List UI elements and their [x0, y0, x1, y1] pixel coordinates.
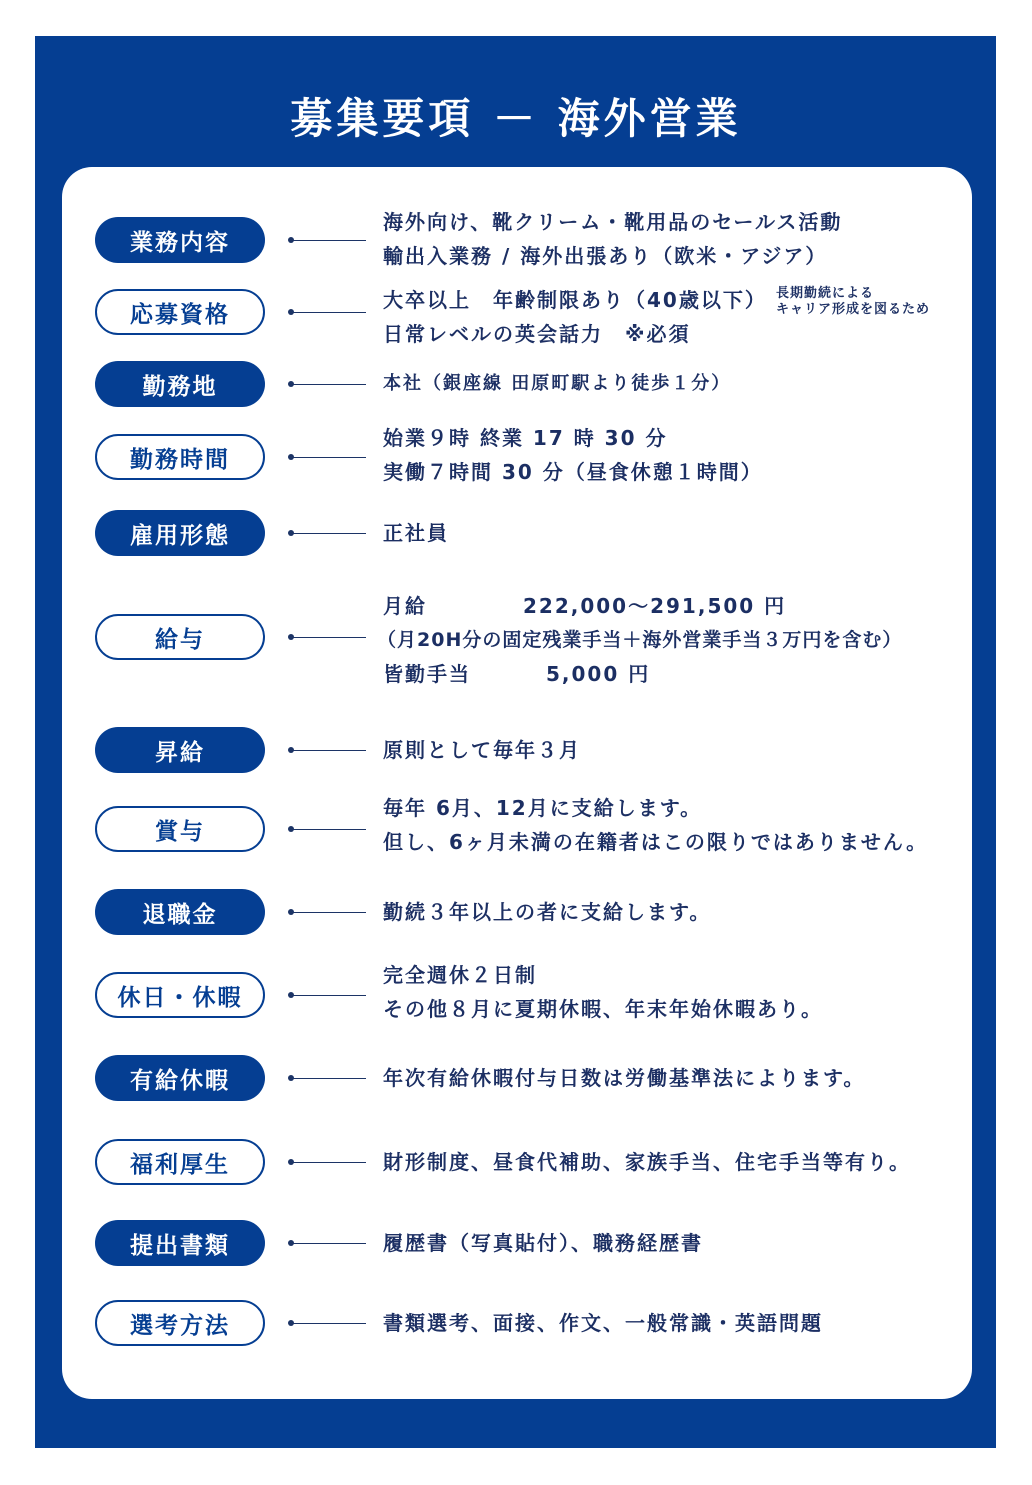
content-line: 始業９時 終業 17 時 30 分: [383, 426, 668, 450]
row-content: [383, 791, 928, 859]
page-title: 募集要項 － 海外営業: [290, 94, 742, 143]
content-line: 大卒以上 年齢制限あり（40歳以下）: [383, 288, 767, 312]
connector-line: [292, 750, 366, 751]
salary-amount: 222,000～291,500 円: [523, 594, 787, 618]
content-line: 日常レベルの英会話力 ※必須: [383, 322, 691, 346]
row-content: [383, 1226, 703, 1260]
connector-line: [292, 1243, 366, 1244]
content-line: 書類選考、面接、作文、一般常識・英語問題: [383, 1311, 823, 1335]
content-line: 実働７時間 30 分（昼食休憩１時間）: [383, 460, 763, 484]
content-line: 原則として毎年３月: [383, 738, 581, 762]
label-pill: 勤務地: [95, 361, 265, 407]
label-pill: 提出書類: [95, 1220, 265, 1266]
label-pill: 雇用形態: [95, 510, 265, 556]
salary-line: [383, 589, 1023, 623]
content-line: 但し、6ヶ月未満の在籍者はこの限りではありません。: [383, 830, 929, 854]
label-pill: 勤務時間: [95, 434, 265, 480]
label-pill: 応募資格: [95, 289, 265, 335]
label-pill: 業務内容: [95, 217, 265, 263]
connector-line: [292, 829, 366, 830]
connector-line: [292, 637, 366, 638]
content-line: 履歴書（写真貼付）、職務経歴書: [383, 1231, 703, 1255]
note-line: キャリア形成を図るため: [776, 302, 931, 317]
row-content: [377, 589, 1023, 691]
content-line: 輸出入業務 / 海外出張あり（欧米・アジア）: [383, 244, 828, 268]
connector-line: [292, 1078, 366, 1079]
row-content: [383, 895, 711, 929]
label-pill: 福利厚生: [95, 1139, 265, 1185]
connector-line: [292, 995, 366, 996]
row-content: [383, 421, 763, 489]
row-content: [383, 205, 842, 273]
row-content: [383, 1306, 823, 1340]
allowance-amount: 5,000 円: [546, 662, 651, 686]
content-line: 勤続３年以上の者に支給します。: [383, 900, 712, 924]
content-line: その他８月に夏期休暇、年末年始休暇あり。: [383, 997, 823, 1021]
row-content: [383, 283, 767, 351]
label-pill: 選考方法: [95, 1300, 265, 1346]
connector-line: [292, 1162, 366, 1163]
content-line: 完全週休２日制: [383, 963, 537, 987]
connector-line: [292, 384, 366, 385]
connector-line: [292, 240, 366, 241]
connector-line: [292, 1323, 366, 1324]
row-content: [383, 367, 731, 401]
row-content: [383, 958, 823, 1026]
label-pill: 給与: [95, 614, 265, 660]
row-content: [383, 516, 449, 550]
label-pill: 賞与: [95, 806, 265, 852]
content-line: 正社員: [383, 521, 449, 545]
allowance-label: 皆勤手当: [383, 662, 471, 686]
label-pill: 有給休暇: [95, 1055, 265, 1101]
allowance-line: [383, 657, 1023, 691]
content-line: 海外向け、靴クリーム・靴用品のセールス活動: [383, 210, 843, 234]
row-content: [383, 1145, 911, 1179]
requirement-note: [776, 286, 930, 318]
label-pill: 昇給: [95, 727, 265, 773]
connector-line: [292, 457, 366, 458]
salary-label: 月給: [383, 594, 427, 618]
content-line: 財形制度、昼食代補助、家族手当、住宅手当等有り。: [383, 1150, 911, 1174]
note-line: 長期勤続による: [776, 286, 875, 301]
label-pill: 休日・休暇: [95, 972, 265, 1018]
content-card: [62, 167, 972, 1399]
connector-line: [292, 912, 366, 913]
connector-line: [292, 533, 366, 534]
content-line: 年次有給休暇付与日数は労働基準法によります。: [383, 1066, 866, 1090]
content-line: 毎年 6月、12月に支給します。: [383, 796, 703, 820]
salary-note: （月20H分の固定残業手当＋海外営業手当３万円を含む）: [377, 629, 903, 651]
row-content: [383, 733, 581, 767]
row-content: [383, 1061, 865, 1095]
label-pill: 退職金: [95, 889, 265, 935]
content-line: 本社（銀座線 田原町駅より徒歩１分）: [383, 373, 732, 394]
connector-line: [292, 312, 366, 313]
